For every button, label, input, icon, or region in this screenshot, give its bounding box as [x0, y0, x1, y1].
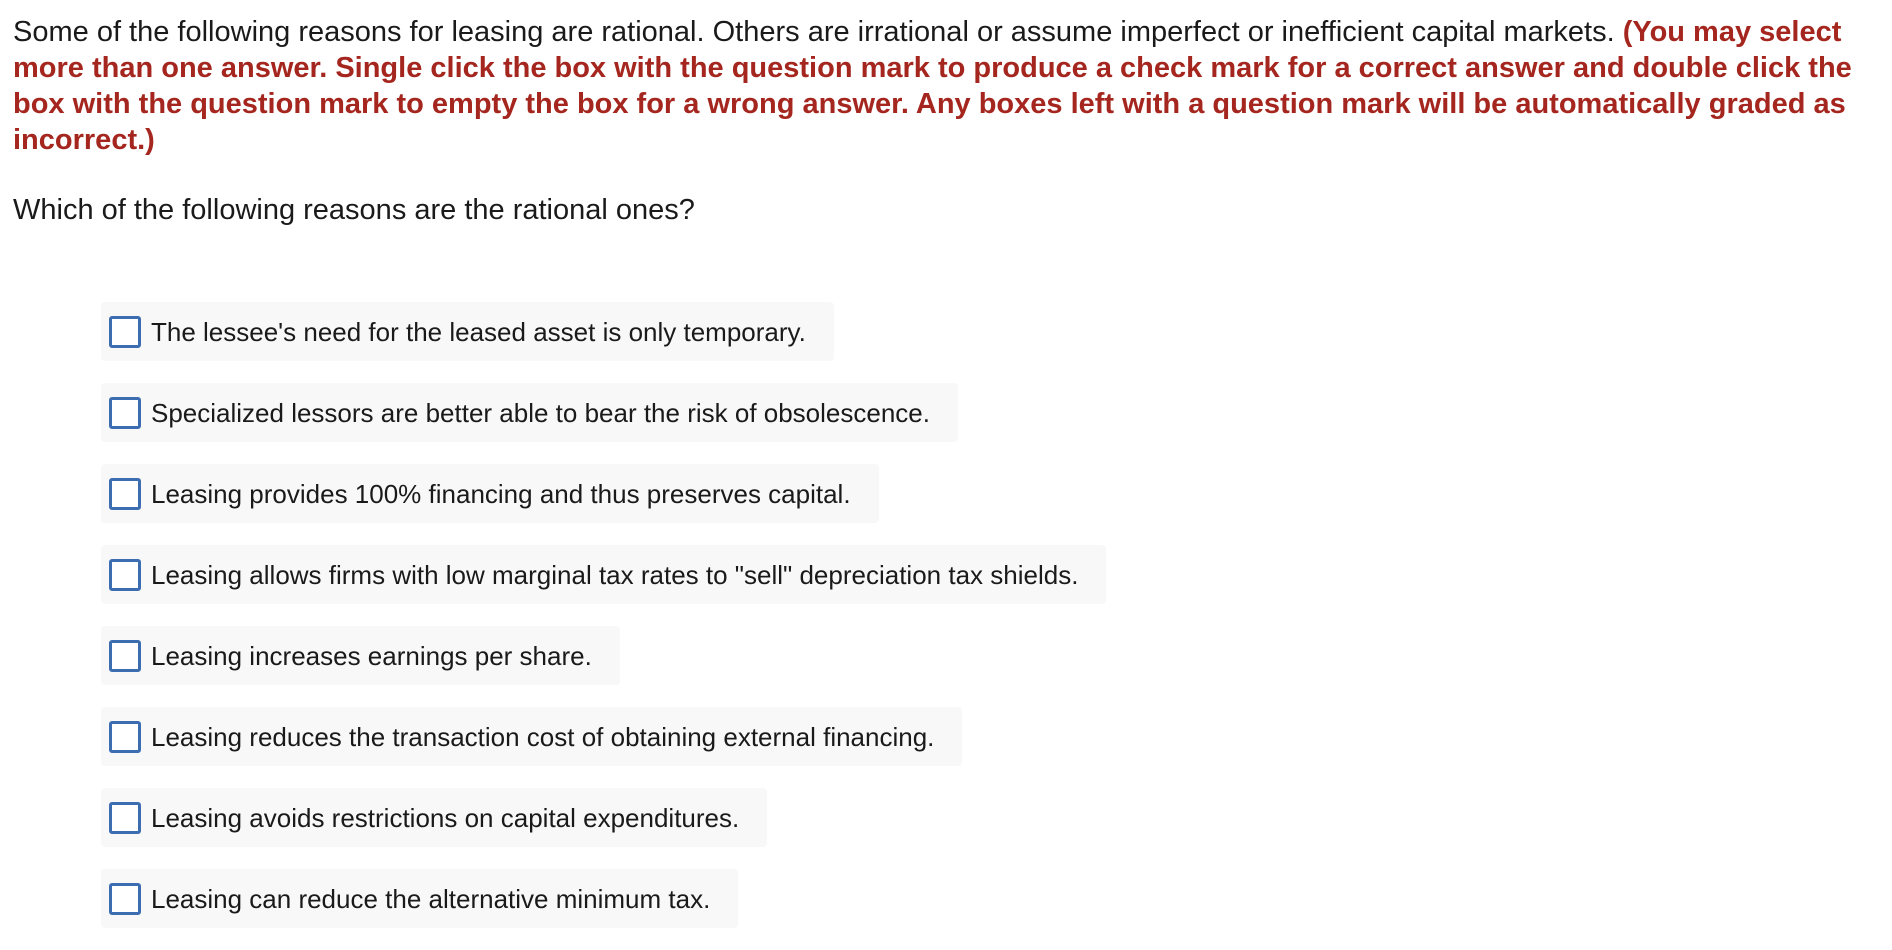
question-prompt: Which of the following reasons are the rational ones? — [13, 194, 695, 226]
answer-option-5[interactable] — [101, 626, 620, 685]
checkbox-5[interactable] — [109, 640, 141, 672]
answer-option-label: Leasing provides 100% financing and thus preserves capital. — [151, 478, 851, 509]
answer-option-label: Leasing reduces the transaction cost of obtaining external financing. — [151, 721, 935, 752]
checkbox-8[interactable] — [109, 883, 141, 915]
checkbox-3[interactable] — [109, 478, 141, 510]
answer-option-4[interactable] — [101, 545, 1106, 604]
answer-option-1[interactable] — [101, 302, 834, 361]
answer-option-6[interactable] — [101, 707, 962, 766]
checkbox-2[interactable] — [109, 397, 141, 429]
answer-option-label: Leasing allows firms with low marginal tax rates to "sell" depreciation tax shields. — [151, 559, 1079, 590]
answer-option-label: Leasing can reduce the alternative minimum tax. — [151, 883, 711, 914]
answer-option-8[interactable] — [101, 869, 738, 928]
checkbox-6[interactable] — [109, 721, 141, 753]
checkbox-4[interactable] — [109, 559, 141, 591]
checkbox-7[interactable] — [109, 802, 141, 834]
answer-option-3[interactable] — [101, 464, 879, 523]
answer-option-label: The lessee's need for the leased asset is only temporary. — [151, 316, 806, 347]
checkbox-1[interactable] — [109, 316, 141, 348]
answer-options-list — [101, 302, 1106, 950]
instructions-lead: Some of the following reasons for leasing are rational. Others are irrational or assume imperfect or inefficient capital markets. — [13, 16, 1615, 48]
answer-option-label: Leasing increases earnings per share. — [151, 640, 592, 671]
instructions-text — [13, 14, 1879, 158]
instructions-note: (You may select more than one answer. Single click the box with the question mark to produce a check mark for a correct answer and double click the box with the question mark to empty the box for a wrong answer. Any boxes left with a question mark will be automatically graded as incorrect.) — [13, 16, 1852, 156]
answer-option-label: Specialized lessors are better able to bear the risk of obsolescence. — [151, 397, 930, 428]
answer-option-2[interactable] — [101, 383, 958, 442]
answer-option-7[interactable] — [101, 788, 767, 847]
answer-option-label: Leasing avoids restrictions on capital expenditures. — [151, 802, 740, 833]
